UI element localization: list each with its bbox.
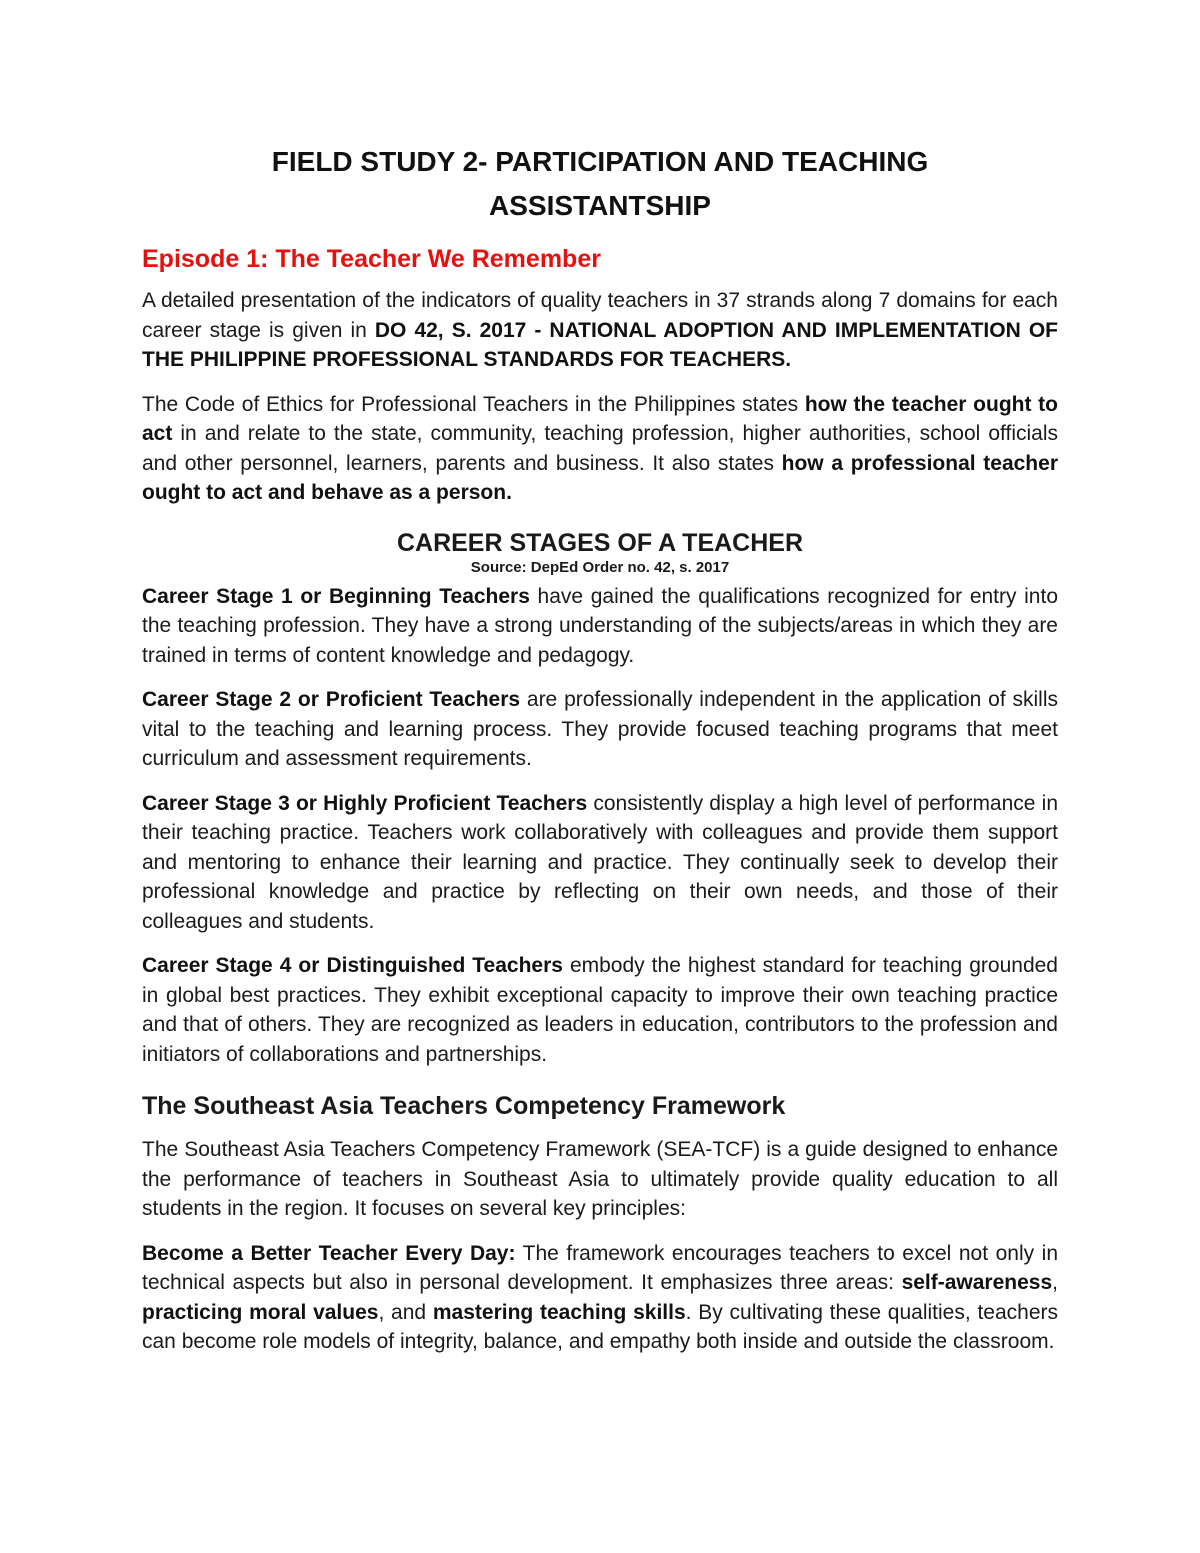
seatcf-intro-paragraph: The Southeast Asia Teachers Competency Framework (SEA-TCF) is a guide designed to enhance the performance of teachers in Southeast Asia to ultimately provide quality education to all students in the region. It focuses on several key principles:: [142, 1138, 1058, 1220]
code-of-ethics-bold-1: how the teacher ought to act: [142, 392, 1058, 445]
code-of-ethics-text-2: in and relate to the state, community, teaching profession, higher authorities, school officials and other personnel, learners, parents and business. It also states: [142, 422, 1058, 475]
seatcf-principle-label: Become a Better Teacher Every Day:: [142, 1241, 516, 1265]
seatcf-principle-text-2: ,: [1052, 1271, 1058, 1294]
career-stage-paragraph: [142, 582, 1058, 671]
code-of-ethics-text-1: The Code of Ethics for Professional Teachers in the Philippines states: [142, 392, 805, 416]
career-stage-description: embody the highest standard for teaching grounded in global best practices. They exhibit exceptional capacity to improve their own teaching practice and that of others. They are recognized as leaders in education, contributors to the profession and initiators of collaborations and partnerships.: [142, 954, 1058, 1066]
episode-intro-text: A detailed presentation of the indicators of quality teachers in 37 strands along 7 domains for each career stage is given in: [142, 289, 1058, 342]
seatcf-principle-paragraph: [142, 1239, 1058, 1357]
episode-intro-paragraph: [142, 286, 1058, 375]
career-stage-name: Career Stage 4 or Distinguished Teachers: [142, 954, 563, 977]
seatcf-principle-text-1: The framework encourages teachers to excel not only in technical aspects but also in personal development. It emphasizes three areas:: [142, 1241, 1058, 1294]
career-stage-name: Career Stage 2 or Proficient Teachers: [142, 688, 521, 711]
code-of-ethics-bold-2: how a professional teacher ought to act and behave as a person.: [142, 451, 1058, 504]
career-stage-description: are professionally independent in the application of skills vital to the teaching and learning process. They provide focused teaching programs that meet curriculum and assessment requirements.: [142, 688, 1058, 770]
career-stage-paragraph: [142, 789, 1058, 937]
career-stages-source: Source: DepEd Order no. 42, s. 2017: [470, 558, 730, 576]
career-stage-name: Career Stage 3 or Highly Proficient Teachers: [142, 791, 588, 815]
seatcf-principle-bold-1: self-awareness: [901, 1271, 1053, 1294]
seatcf-heading: The Southeast Asia Teachers Competency Framework: [142, 1092, 786, 1120]
career-stage-description: consistently display a high level of performance in their teaching practice. Teachers work collaboratively with colleagues and provide them support and mentoring to enhance their learning and practice. They continually seek to develop their professional knowledge and practice by reflecting on their own needs, and those of their colleagues and students.: [142, 791, 1058, 933]
episode-heading: Episode 1: The Teacher We Remember: [142, 245, 601, 273]
career-stage-name: Career Stage 1 or Beginning Teachers: [142, 584, 530, 608]
seatcf-principle-bold-2: practicing moral values: [142, 1300, 379, 1324]
code-of-ethics-paragraph: [142, 390, 1058, 508]
document-title-line1: FIELD STUDY 2- PARTICIPATION AND TEACHING: [271, 146, 929, 177]
episode-intro-order-title: DO 42, S. 2017 - NATIONAL ADOPTION AND IMPLEMENTATION OF THE PHILIPPINE PROFESSIONAL STANDARDS FOR TEACHERS.: [142, 318, 1058, 371]
seatcf-principle-text-4: . By cultivating these qualities, teachers can become role models of integrity, balance, and empathy both inside and outside the classroom.: [142, 1300, 1058, 1353]
document-title-line2: ASSISTANTSHIP: [489, 190, 711, 221]
career-stage-paragraph: [142, 951, 1058, 1069]
document-title: [142, 140, 1058, 228]
seatcf-principle-text-3: , and: [378, 1300, 433, 1324]
career-stages-title: CAREER STAGES OF A TEACHER: [396, 528, 804, 557]
career-stage-description: have gained the qualifications recognized for entry into the teaching profession. They have a strong understanding of the subjects/areas in which they are trained in terms of content knowledge and pedagogy.: [142, 584, 1058, 667]
career-stage-paragraph: [142, 685, 1058, 774]
seatcf-principle-bold-3: mastering teaching skills: [432, 1300, 686, 1324]
document-page: [142, 140, 1058, 1372]
